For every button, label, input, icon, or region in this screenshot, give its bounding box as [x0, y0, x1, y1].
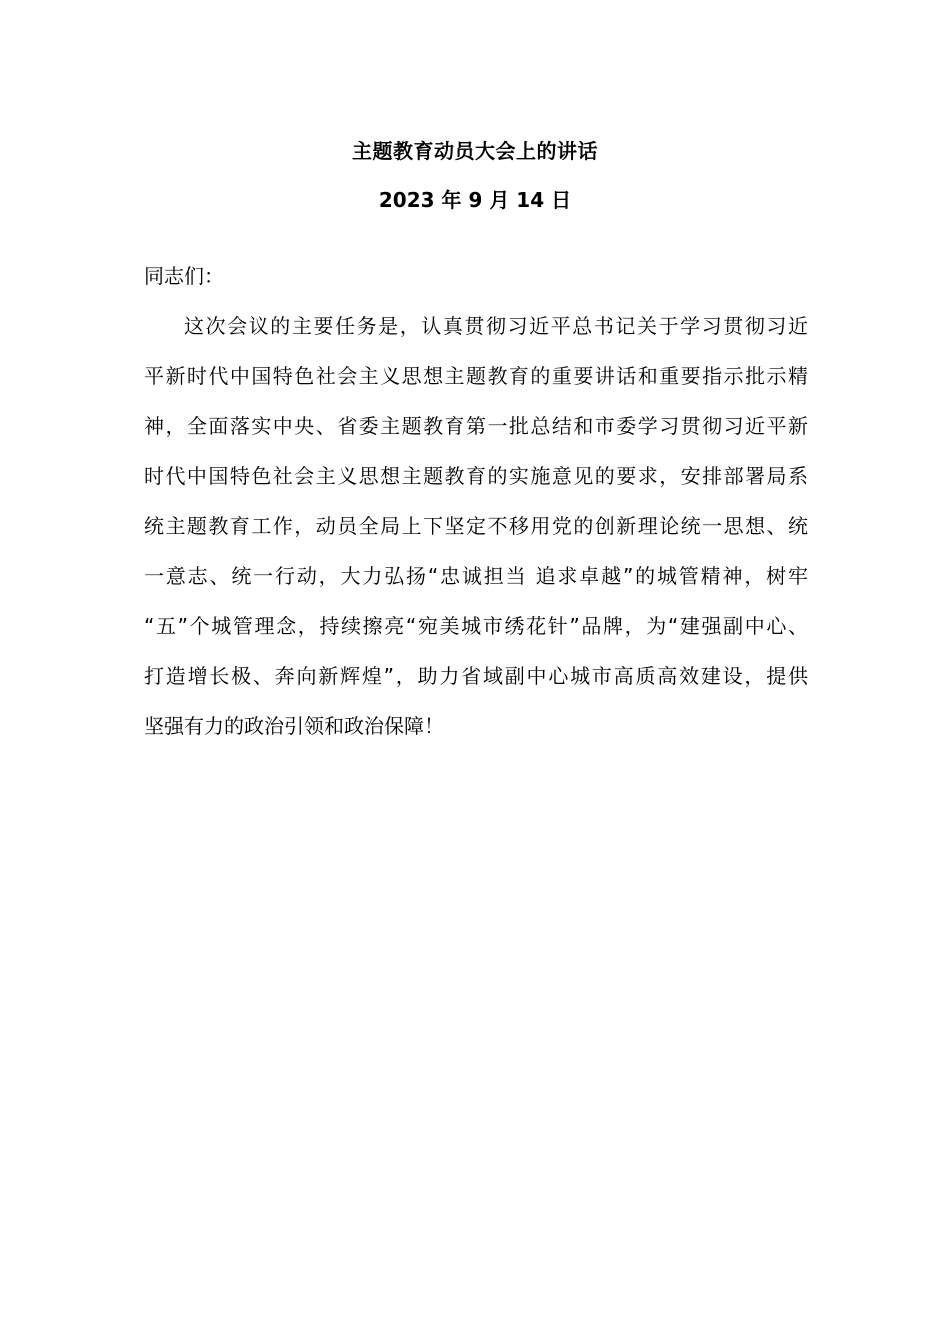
- paragraph-line: 这次会议的主要任务是，认真贯彻习近平总书记关于学习贯彻习近: [184, 314, 808, 338]
- paragraph-line: 时代中国特色社会主义思想主题教育的实施意见的要求，安排部署局系: [144, 464, 808, 488]
- paragraph-line: 平新时代中国特色社会主义思想主题教育的重要讲话和重要指示批示精: [144, 364, 808, 388]
- paragraph-line: “五”个城管理念，持续擦亮“宛美城市绣花针”品牌，为“建强副中心、: [144, 614, 808, 638]
- document-date: 2023 年 9 月 14 日: [378, 188, 572, 212]
- salutation: 同志们：: [144, 264, 224, 288]
- paragraph-line: 坚强有力的政治引领和政治保障！: [144, 714, 444, 738]
- document-title: 主题教育动员大会上的讲话: [352, 139, 598, 163]
- paragraph-line: 统主题教育工作，动员全局上下坚定不移用党的创新理论统一思想、统: [144, 514, 808, 538]
- paragraph-line: 神，全面落实中央、省委主题教育第一批总结和市委学习贯彻习近平新: [144, 414, 808, 438]
- body-paragraph: [144, 312, 808, 762]
- paragraph-line: 打造增长极、奔向新辉煌”，助力省域副中心城市高质高效建设，提供: [144, 664, 808, 688]
- paragraph-line: 一意志、统一行动，大力弘扬“忠诚担当 追求卓越”的城管精神，树牢: [144, 564, 808, 588]
